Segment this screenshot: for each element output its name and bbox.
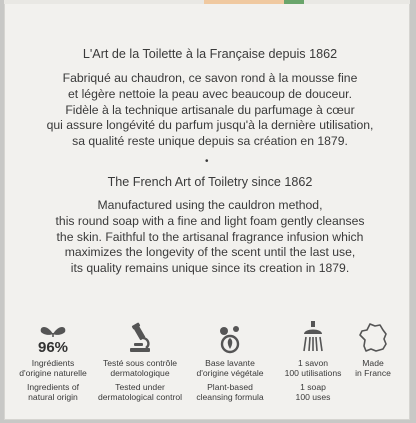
feature-made-in-france: [348, 320, 398, 378]
feature-fr-line: d'origine végétale: [196, 368, 264, 378]
french-line: qui assure longévité du parfum jusqu'à la dernière utilisation,: [46, 118, 374, 133]
feature-dermatological: [96, 320, 184, 402]
feature-fr-line: Ingrédients: [31, 358, 75, 368]
french-line: Fidèle à la technique artisanale du parfumage à cœur: [65, 102, 355, 117]
english-line: this round soap with a fine and light foam gently cleanses: [55, 213, 365, 228]
feature-fr-line: 100 utilisations: [284, 368, 342, 378]
top-decor-strip: [4, 0, 410, 4]
french-line: Fabriqué au chaudron, ce savon rond à la mousse fine: [62, 71, 358, 85]
france-map-icon: [348, 320, 398, 354]
feature-fr-line: Testé sous contrôle: [102, 358, 178, 368]
english-line: Manufactured using the cauldron method,: [97, 198, 323, 212]
feature-fr-line: Made: [362, 358, 384, 368]
leaf-sprout-icon: [18, 320, 88, 354]
french-description: [14, 71, 406, 150]
feature-natural-origin: [18, 320, 88, 402]
natural-percentage: 96%: [37, 339, 69, 354]
feature-en-line: Plant-based: [207, 382, 253, 392]
feature-en-line: cleansing formula: [196, 392, 264, 402]
feature-en-line: Tested under: [115, 382, 165, 392]
feature-fr-line: Base lavante: [205, 358, 255, 368]
shower-icon: [280, 320, 346, 354]
english-line: maximizes the longevity of the scent until the last use,: [64, 245, 356, 260]
feature-en-line: Ingredients of: [26, 382, 80, 392]
feature-en-line: dermatological control: [97, 392, 183, 402]
separator-dot: •: [205, 156, 209, 167]
english-title: The French Art of Toiletry since 1862: [107, 175, 313, 189]
french-line: sa qualité reste unique depuis sa création en 1879.: [72, 134, 348, 149]
english-line: its quality remains unique since its creation in 1879.: [70, 261, 350, 276]
feature-fr-line: dermatologique: [110, 368, 170, 378]
microscope-icon: [96, 320, 184, 354]
french-title: L'Art de la Toilette à la Française depuis 1862: [82, 47, 338, 61]
french-line: et légère nettoie la peau avec beaucoup de douceur.: [68, 86, 352, 101]
feature-en-line: natural origin: [28, 392, 78, 402]
feature-icons-row: [18, 320, 398, 420]
feature-fr-line: 1 savon: [297, 358, 329, 368]
english-description: [14, 198, 406, 277]
feature-uses: [280, 320, 346, 402]
feature-en-line: 1 soap: [300, 382, 326, 392]
feature-en-line: 100 uses: [295, 392, 331, 402]
feature-fr-line: in France: [355, 368, 391, 378]
feature-plant-based: [188, 320, 272, 402]
feature-fr-line: d'origine naturelle: [19, 368, 87, 378]
english-line: the skin. Faithful to the artisanal fragrance infusion which: [56, 229, 364, 244]
plant-bubbles-icon: [188, 320, 272, 354]
